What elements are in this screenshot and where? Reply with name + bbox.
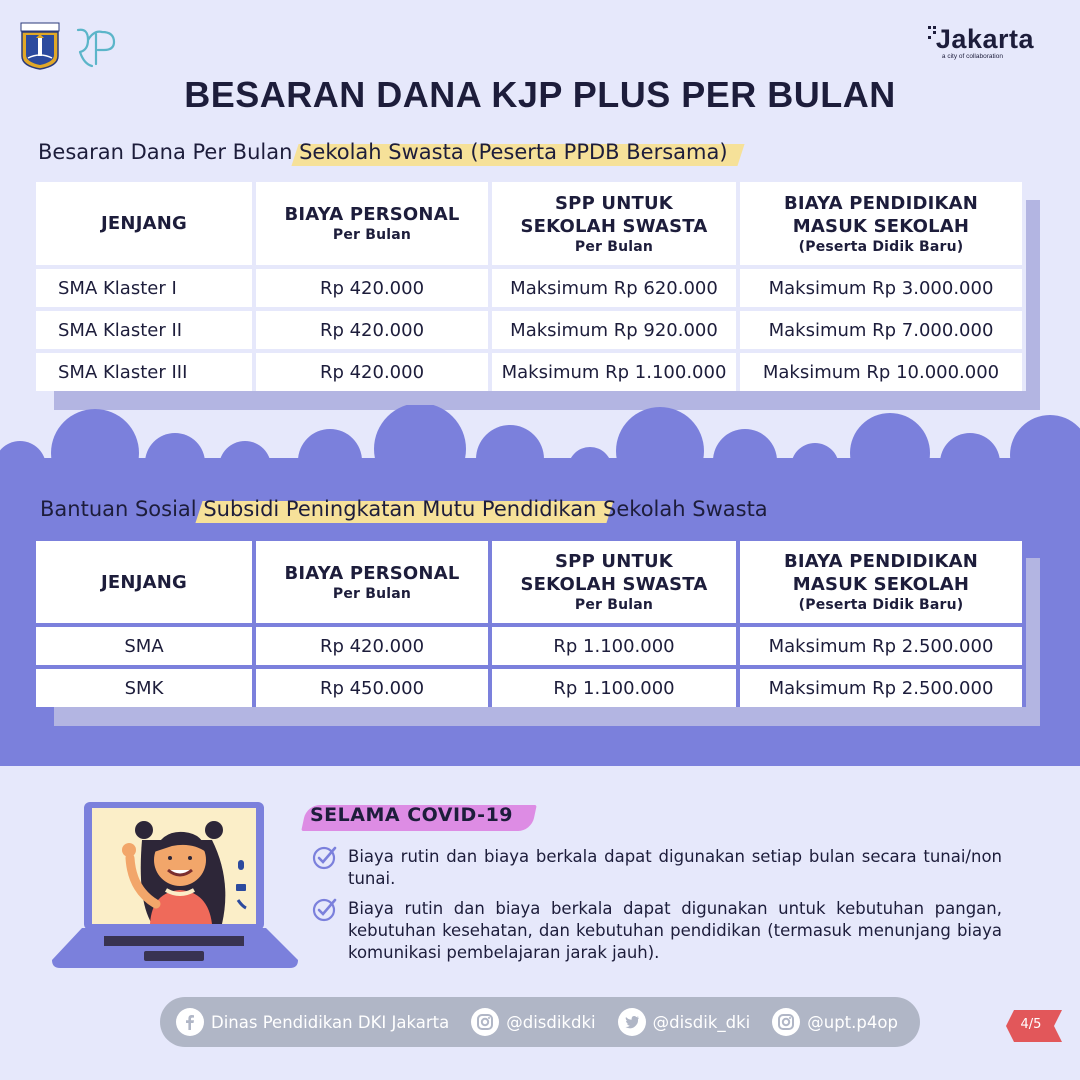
dki-jakarta-crest-logo	[20, 22, 60, 70]
table-cell-jenjang: SMA Klaster III	[36, 353, 252, 391]
table-cell-bpms: Maksimum Rp 2.500.000	[740, 627, 1022, 665]
twitter-icon	[618, 1008, 646, 1036]
table-cell-biaya: Rp 420.000	[256, 353, 488, 391]
section2-heading-highlight: Subsidi Peningkatan Mutu Pendidikan	[203, 497, 597, 521]
header-biaya-masuk: BIAYA PENDIDIKAN MASUK SEKOLAH (Peserta Didik Baru)	[740, 541, 1022, 623]
table-cell-jenjang: SMA Klaster I	[36, 269, 252, 307]
table-cell-biaya: Rp 420.000	[256, 627, 488, 665]
instagram-icon	[471, 1008, 499, 1036]
header-spp: SPP UNTUK SEKOLAH SWASTA Per Bulan	[492, 182, 736, 265]
header-biaya-personal: BIAYA PERSONAL Per Bulan	[256, 182, 488, 265]
instagram-label: @disdikdki	[506, 1012, 596, 1032]
instagram-link-upt[interactable]	[772, 1008, 898, 1036]
covid-bullet	[312, 898, 1002, 964]
table-cell-jenjang: SMA Klaster II	[36, 311, 252, 349]
page-title: BESARAN DANA KJP PLUS PER BULAN	[184, 74, 896, 115]
table-sekolah-swasta	[36, 182, 1026, 391]
instagram-label: @upt.p4op	[807, 1012, 898, 1032]
table-cell-bpms: Maksimum Rp 2.500.000	[740, 669, 1022, 707]
table-subsidi	[36, 541, 1026, 707]
covid-tag	[310, 804, 513, 826]
table-cell-spp: Maksimum Rp 920.000	[492, 311, 736, 349]
twitter-label: @disdik_dki	[652, 1012, 751, 1032]
section2-heading-plain-end: Sekolah Swasta	[596, 497, 768, 521]
header-spp: SPP UNTUK SEKOLAH SWASTA Per Bulan	[492, 541, 736, 623]
table-cell-biaya: Rp 420.000	[256, 311, 488, 349]
covid-bullet-text: Biaya rutin dan biaya berkala dapat digunakan untuk kebutuhan pangan, kebutuhan kesehatan, dan kebutuhan pendidikan (termasuk menunjang biaya komunikasi pembelajaran jarak jauh).	[348, 899, 1002, 962]
laptop-girl-illustration	[52, 800, 302, 975]
table-cell-bpms: Maksimum Rp 7.000.000	[740, 311, 1022, 349]
social-footer	[160, 997, 920, 1047]
page-number-badge	[1006, 1010, 1062, 1042]
table-cell-spp: Rp 1.100.000	[492, 627, 736, 665]
twitter-link[interactable]	[618, 1008, 751, 1036]
page-number: 4/5	[1020, 1017, 1042, 1032]
table-cell-spp: Rp 1.100.000	[492, 669, 736, 707]
header-jenjang: JENJANG	[36, 541, 252, 623]
jakarta-logo-dots	[928, 26, 938, 44]
table-cell-spp: Maksimum Rp 620.000	[492, 269, 736, 307]
jakarta-logo-word: Jakarta	[935, 24, 1034, 54]
table-cell-jenjang: SMK	[36, 669, 252, 707]
section2-heading-plain: Bantuan Sosial	[40, 497, 204, 521]
instagram-link-disdik[interactable]	[471, 1008, 595, 1036]
check-circle-icon	[312, 896, 338, 922]
table-cell-spp: Maksimum Rp 1.100.000	[492, 353, 736, 391]
header-jenjang: JENJANG	[36, 182, 252, 265]
table-cell-biaya: Rp 420.000	[256, 269, 488, 307]
jakarta-punya-logo	[74, 24, 120, 70]
facebook-link[interactable]	[176, 1008, 449, 1036]
table-cell-jenjang: SMA	[36, 627, 252, 665]
section1-heading-plain: Besaran Dana Per Bulan	[38, 140, 300, 164]
covid-bullet-text: Biaya rutin dan biaya berkala dapat digunakan setiap bulan secara tunai/non tunai.	[348, 847, 1002, 888]
table-cell-bpms: Maksimum Rp 3.000.000	[740, 269, 1022, 307]
table-cell-bpms: Maksimum Rp 10.000.000	[740, 353, 1022, 391]
check-circle-icon	[312, 844, 338, 870]
section1-heading	[38, 140, 728, 164]
section1-heading-highlight: Sekolah Swasta (Peserta PPDB Bersama)	[299, 140, 728, 164]
covid-bullet	[312, 846, 1002, 890]
instagram-icon	[772, 1008, 800, 1036]
facebook-icon	[176, 1008, 204, 1036]
header-biaya-masuk: BIAYA PENDIDIKAN MASUK SEKOLAH (Peserta Didik Baru)	[740, 182, 1022, 265]
table-cell-biaya: Rp 450.000	[256, 669, 488, 707]
header-biaya-personal: BIAYA PERSONAL Per Bulan	[256, 541, 488, 623]
jakarta-logo-tagline: a city of collaboration	[941, 53, 1003, 60]
section2-heading	[40, 497, 768, 521]
covid-tag-label: SELAMA COVID-19	[310, 804, 514, 826]
jakarta-city-logo	[936, 24, 1034, 60]
facebook-label: Dinas Pendidikan DKI Jakarta	[211, 1012, 450, 1032]
